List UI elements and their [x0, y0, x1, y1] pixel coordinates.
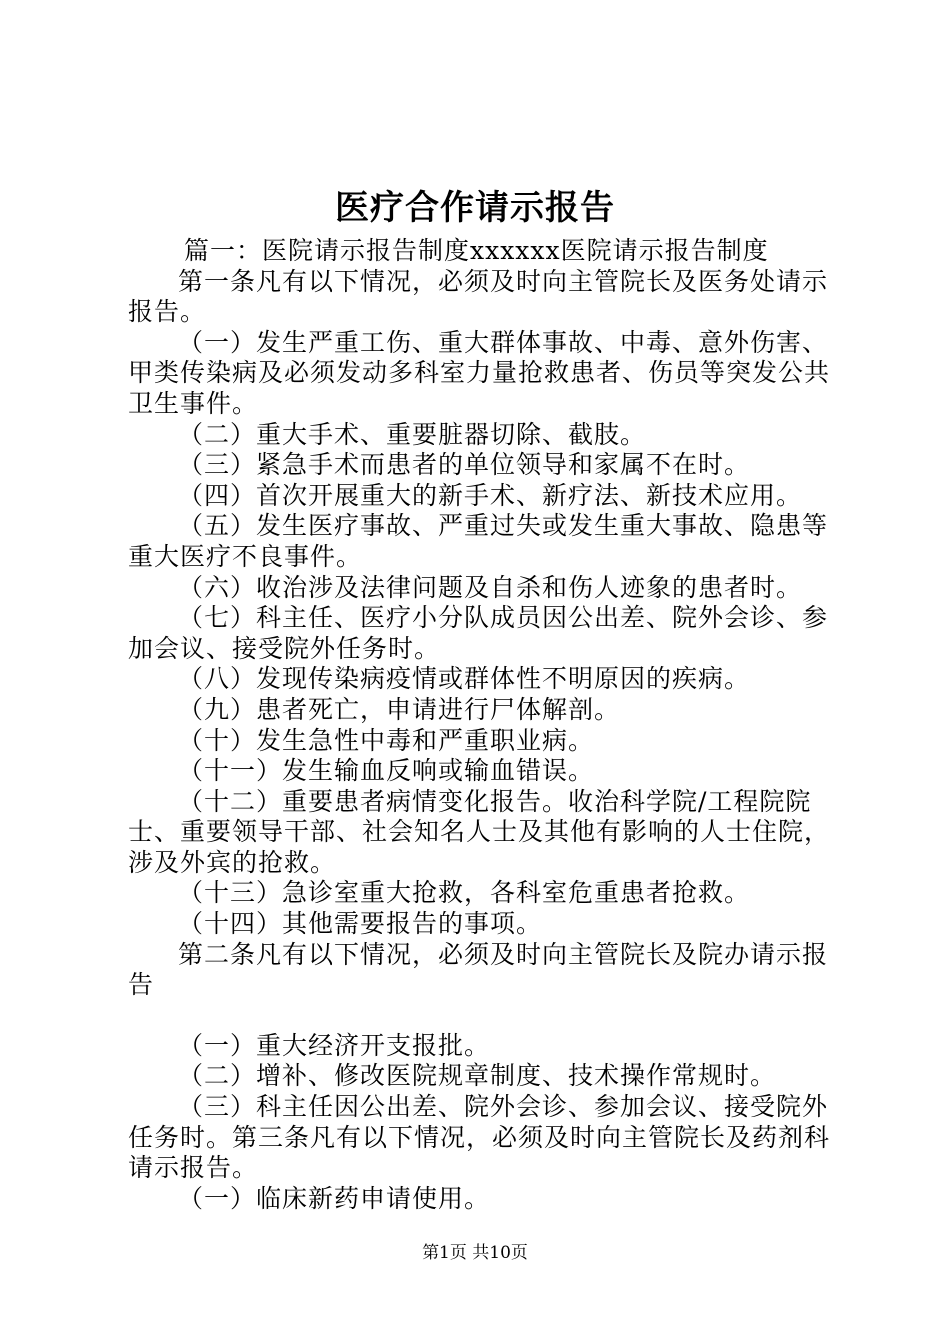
paragraph-item: （一）临床新药申请使用。	[178, 1183, 491, 1213]
paragraph-item: （九）患者死亡，申请进行尸体解剖。	[178, 694, 621, 724]
paragraph-item: （十一）发生输血反响或输血错误。	[178, 756, 595, 786]
paragraph-item: （十）发生急性中毒和严重职业病。	[178, 725, 595, 755]
paragraph-item: （六）收治涉及法律问题及自杀和伤人迹象的患者时。	[178, 572, 803, 602]
paragraph-item: （五）发生医疗事故、严重过失或发生重大事故、隐患等重大医疗不良事件。	[128, 511, 829, 571]
paragraph-item: （四）首次开展重大的新手术、新疗法、新技术应用。	[178, 480, 803, 510]
paragraph-item: （十四）其他需要报告的事项。	[178, 909, 543, 939]
paragraph-item: （二）增补、修改医院规章制度、技术操作常规时。	[178, 1061, 777, 1091]
paragraph-item: （一）发生严重工伤、重大群体事故、中毒、意外伤害、甲类传染病及必须发动多科室力量抢救患者、伤员等突发公共卫生事件。	[128, 327, 831, 418]
paragraph-article-1: 第一条凡有以下情况，必须及时向主管院长及医务处请示报告。	[128, 266, 829, 327]
document-body	[128, 236, 838, 1214]
paragraph-item: （一）重大经济开支报批。	[178, 1030, 491, 1060]
paragraph-item: （十三）急诊室重大抢救，各科室危重患者抢救。	[178, 878, 751, 908]
paragraph-item: （三）科主任因公出差、院外会诊、参加会议、接受院外任务时。第三条凡有以下情况，必须及时向主管院长及药剂科请示报告。	[128, 1092, 831, 1183]
paragraph-item: （七）科主任、医疗小分队成员因公出差、院外会诊、参加会议、接受院外任务时。	[128, 603, 829, 663]
paragraph-article-2: 第二条凡有以下情况，必须及时向主管院长及院办请示报告	[128, 939, 829, 1000]
paragraph-item: （二）重大手术、重要脏器切除、截肢。	[178, 419, 647, 449]
paragraph-item: （八）发现传染病疫情或群体性不明原因的疾病。	[178, 664, 751, 694]
paragraph-intro: 篇一：医院请示报告制度xxxxxx医院请示报告制度	[184, 236, 769, 265]
paragraph-item: （十二）重要患者病情变化报告。收治科学院/工程院院士、重要领导干部、社会知名人士及其他有影响的人士住院，涉及外宾的抢救。	[128, 786, 831, 877]
document-title: 医疗合作请示报告	[335, 188, 615, 228]
paragraph-spacer	[128, 1001, 838, 1031]
paragraph-item: （三）紧急手术而患者的单位领导和家属不在时。	[178, 450, 751, 480]
page-footer: 第1页 共10页	[422, 1243, 528, 1263]
